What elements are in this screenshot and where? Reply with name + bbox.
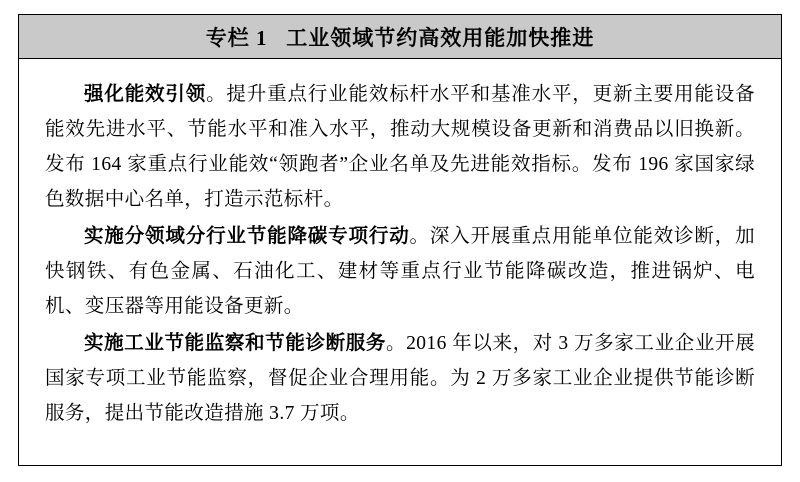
callout-header bbox=[19, 15, 781, 59]
paragraph-2 bbox=[45, 219, 755, 324]
callout-title: 专栏 1 工业领域节约高效用能加快推进 bbox=[205, 25, 595, 50]
paragraph-3-text: 。2016 年以来，对 3 万多家工业企业开展国家专项工业节能监察，督促企业合理用能。为 2 万多家工业企业提供节能诊断服务，提出节能改造措施 3.7 万项。 bbox=[45, 333, 755, 424]
callout-body bbox=[19, 59, 781, 443]
paragraph-1-lead: 强化能效引领 bbox=[84, 84, 207, 105]
paragraph-1-text: 。提升重点行业能效标杆水平和基准水平，更新主要用能设备能效先进水平、节能水平和准入水平，推动大规模设备更新和消费品以旧换新。发布 164 家重点行业能效“领跑者”企业名单及先进能效指标。发布 196 家国家绿色数据中心名单，打造示范标杆。 bbox=[45, 84, 755, 210]
paragraph-3 bbox=[45, 326, 755, 431]
callout-box bbox=[18, 14, 782, 466]
paragraph-1 bbox=[45, 77, 755, 217]
paragraph-2-text: 。深入开展重点用能单位能效诊断，加快钢铁、有色金属、石油化工、建材等重点行业节能降碳改造，推进锅炉、电机、变压器等用能设备更新。 bbox=[45, 226, 755, 317]
paragraph-2-lead: 实施分领域分行业节能降碳专项行动 bbox=[84, 226, 410, 247]
paragraph-3-lead: 实施工业节能监察和节能诊断服务 bbox=[84, 333, 386, 354]
